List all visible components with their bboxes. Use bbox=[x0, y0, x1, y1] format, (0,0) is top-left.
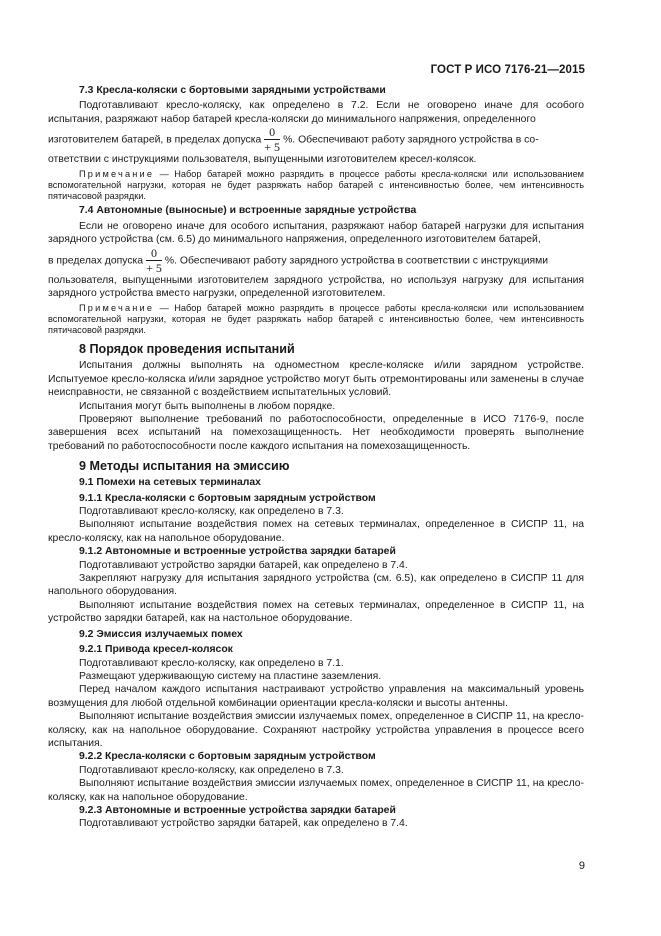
section-7-3-title: 7.3 Кресла-коляски с бортовыми зарядными устройствами bbox=[79, 85, 386, 96]
section-9-2-1-para-4: Выполняют испытание воздействия эмиссии излучаемых помех, определенное в СИСПР 11, на кресло-коляску, как на напольное оборудование. Сохраняют настройку устройства управления в процессе всего испытания. bbox=[48, 711, 584, 749]
section-9-2-2-title: 9.2.2 Кресла-коляски с бортовым зарядным устройством bbox=[79, 751, 376, 763]
section-9-1-1-para-2: Выполняют испытание воздействия помех на сетевых терминалах, определенное в СИСПР 11, на кресло-коляску, как на напольное оборудование. bbox=[48, 519, 584, 544]
section-9-1-2-title: 9.1.2 Автономные и встроенные устройства зарядки батарей bbox=[79, 546, 396, 558]
section-7-4-note bbox=[48, 303, 584, 337]
section-8-para-3: Проверяют выполнение требований по работоспособности, определенные в ИСО 7176-9, после завершения всех испытаний на помехозащищенность. Нет необходимости проверять выполнение требований по работоспособности после каждого испытания на помехозащищенность. bbox=[48, 414, 584, 452]
section-7-4-title: 7.4 Автономные (выносные) и встроенные зарядные устройства bbox=[79, 205, 417, 217]
section-9-2-1-para-1: Подготавливают кресло-коляску, как определено в 7.1. bbox=[79, 657, 344, 669]
section-9-2-2-para-2: Выполняют испытание воздействия эмиссии излучаемых помех, определенное в СИСПР 11, на кресло-коляску, как на напольное оборудование. bbox=[48, 778, 584, 803]
section-8-title: 8 Порядок проведения испытаний bbox=[79, 342, 295, 357]
section-9-2-title: 9.2 Эмиссия излучаемых помех bbox=[79, 628, 243, 640]
section-7-4-para-1: Если не оговорено иначе для особого испытания, разряжают набор батарей нагрузки для испытания зарядного устройства (см. 6.5) до минимального напряжения, определенного изготовителем батарей, bbox=[48, 220, 584, 246]
section-7-4-tolerance-line bbox=[48, 247, 584, 274]
fraction-numerator: 0 bbox=[150, 245, 157, 260]
section-9-2-1-title: 9.2.1 Привода кресел-колясок bbox=[79, 644, 233, 656]
tolerance-suffix: %. Обеспечивают работу зарядного устройства в соответствии с инструкциями bbox=[164, 254, 549, 266]
section-7-4-para-1-end: пользователя, выпущенными изготовителем зарядного устройства, но используя нагрузку для испытания зарядного устройства вместо нагрузки, определенной изготовителем. bbox=[48, 274, 584, 300]
section-9-2-1-para-3: Перед началом каждого испытания настраивают устройство управления на максимальный уровень возмущения для любой отдельной комбинации ориентации кресла-коляски и высоты антенны. bbox=[48, 684, 584, 709]
tolerance-suffix: %. Обеспечивают работу зарядного устройства в со- bbox=[283, 134, 539, 146]
section-7-3-para-1-end: ответствии с инструкциями пользователя, выпущенными изготовителем кресел-колясок. bbox=[48, 154, 477, 166]
section-9-1-1-para-1: Подготавливают кресло-коляску, как определено в 7.3. bbox=[79, 506, 344, 518]
section-9-2-3-title: 9.2.3 Автономные и встроенные устройства зарядки батарей bbox=[79, 804, 396, 816]
section-7-3-tolerance-line bbox=[48, 126, 584, 153]
section-7-3-note bbox=[48, 169, 584, 203]
section-9-2-1-para-2: Размещают удерживающую систему на пластине заземления. bbox=[79, 670, 382, 682]
tolerance-fraction bbox=[264, 126, 280, 153]
tolerance-fraction bbox=[146, 247, 162, 274]
section-9-1-2-para-3: Выполняют испытание воздействия помех на сетевых терминалах, определенное в СИСПР 11, на устройство зарядки батарей, как на настольное оборудование. bbox=[48, 599, 584, 625]
section-9-title: 9 Методы испытания на эмиссию bbox=[79, 459, 290, 474]
section-9-1-2-para-1: Подготавливают устройство зарядки батарей, как определено в 7.4. bbox=[79, 559, 408, 571]
fraction-denominator: + 5 bbox=[264, 140, 281, 155]
tolerance-prefix: изготовителем батарей, в пределах допуска bbox=[48, 134, 262, 146]
page-number: 9 bbox=[578, 860, 585, 872]
section-9-2-2-para-1: Подготавливают кресло-коляску, как определено в 7.3. bbox=[79, 764, 344, 776]
note-text: — Набор батарей можно разрядить в процессе работы кресла-коляски или использованием вспомогательной нагрузки, которая не будет разряжать набор батарей с интенсивностью более, чем интенсивность пятичасовой разрядки. bbox=[48, 302, 584, 336]
note-label: Примечание bbox=[79, 168, 155, 179]
page-body bbox=[48, 84, 584, 831]
section-7-3-para-1: Подготавливают кресло-коляску, как определено в 7.2. Если не оговорено иначе для особого испытания, разряжают набор батарей кресла-коляски до минимального напряжения, определенного bbox=[48, 100, 584, 125]
section-9-1-2-para-2: Закрепляют нагрузку для испытания зарядного устройства (см. 6.5), как определено в СИСПР 11 для напольного оборудования. bbox=[48, 573, 584, 598]
section-8-para-2: Испытания могут быть выполнены в любом порядке. bbox=[79, 400, 336, 412]
section-9-1-title: 9.1 Помехи на сетевых терминалах bbox=[79, 477, 261, 489]
note-text: — Набор батарей можно разрядить в процессе работы кресла-коляски или использованием вспомогательной нагрузки, которая не будет разряжать набор батарей с интенсивностью более, чем интенсивность пятичасовой разрядки. bbox=[48, 168, 584, 202]
section-9-1-1-title: 9.1.1 Кресла-коляски с бортовым зарядным устройством bbox=[79, 492, 376, 504]
section-8-para-1: Испытания должны выполнять на одноместном кресле-коляске и/или зарядном устройстве. Испытуемое кресло-коляска и/или зарядное устройство могут быть отремонтированы или заменены в случае неисправности, не связанной с воздействием испытательных условий. bbox=[48, 360, 584, 399]
document-code: ГОСТ Р ИСО 7176-21—2015 bbox=[430, 64, 585, 76]
fraction-numerator: 0 bbox=[269, 125, 276, 140]
fraction-denominator: + 5 bbox=[146, 260, 162, 275]
note-label: Примечание bbox=[79, 302, 155, 313]
section-9-2-3-para-1: Подготавливают устройство зарядки батарей, как определено в 7.4. bbox=[79, 818, 408, 830]
tolerance-prefix: в пределах допуска bbox=[48, 254, 144, 266]
